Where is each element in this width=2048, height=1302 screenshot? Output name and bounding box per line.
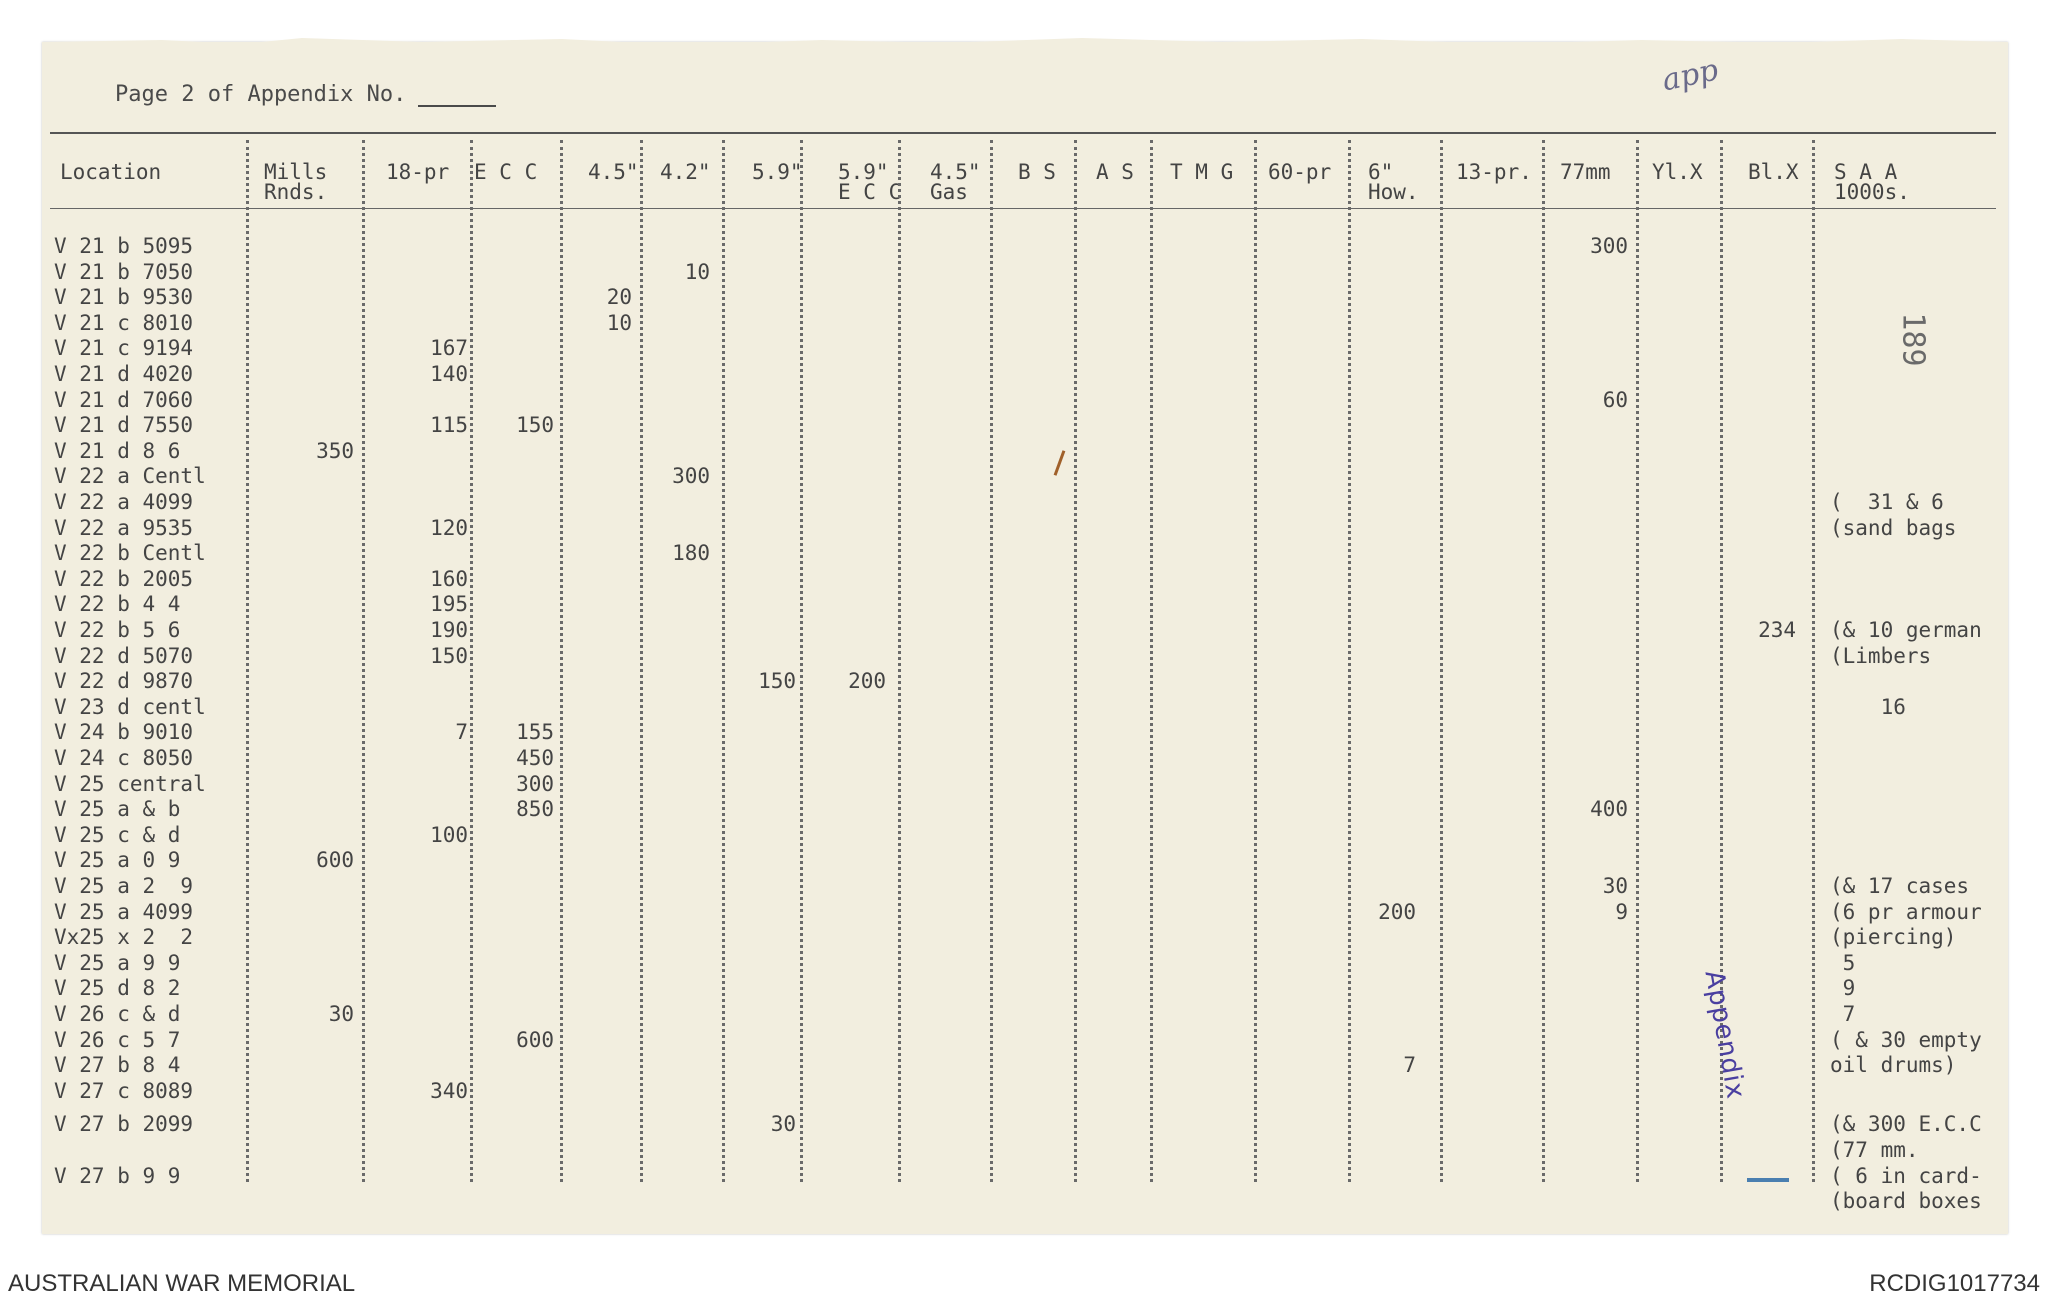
footer-archive-name: AUSTRALIAN WAR MEMORIAL (8, 1270, 356, 1297)
table-cell-mm77: 30 (1602, 874, 1628, 898)
table-cell-h42: 300 (672, 464, 710, 489)
table-cell-loc: V 21 c 9194 (54, 336, 194, 361)
table-cell-h59: 150 (758, 669, 796, 694)
table-cell-p18: 190 (430, 618, 468, 642)
column-header-how: 6" (1368, 160, 1394, 184)
column-separator (1150, 140, 1153, 1182)
column-header-p60: 60-pr (1268, 160, 1332, 184)
table-cell-ecc: 850 (516, 797, 554, 822)
table-cell-saa: (piercing) (1830, 925, 1957, 950)
table-cell-saa: 5 (1830, 950, 1856, 975)
torn-top-edge (42, 36, 2008, 50)
column-header-tmg: T M G (1170, 160, 1234, 184)
table-cell-loc: V 27 c 8089 (54, 1078, 194, 1103)
footer-item-id: RCDIG1017734 (1869, 1270, 2040, 1297)
table-cell-saa: (sand bags (1830, 515, 1957, 540)
column-header-h45: 4.5" (588, 160, 639, 184)
table-cell-loc: V 25 a & b (54, 797, 181, 822)
table-cell-loc: V 21 d 4020 (54, 362, 194, 386)
page-title (115, 82, 496, 107)
column-header-mills: Mills (264, 160, 328, 184)
table-cell-loc: V 27 b 9 9 (54, 1163, 181, 1188)
table-cell-loc: V 22 a Centl (54, 464, 206, 489)
table-cell-mills: 30 (328, 1002, 354, 1026)
column-header-ecc: E C C (474, 160, 538, 184)
column-separator (1636, 140, 1639, 1182)
column-header-yl: Yl.X (1652, 160, 1703, 184)
table-cell-saa: 9 (1830, 976, 1856, 1001)
table-cell-loc: V 27 b 8 4 (54, 1053, 181, 1078)
table-cell-mm77: 400 (1590, 797, 1628, 822)
table-cell-loc: V 22 a 4099 (54, 490, 194, 514)
table-cell-p18: 7 (455, 720, 468, 745)
column-separator (1440, 140, 1443, 1182)
table-cell-mills: 350 (316, 438, 354, 463)
column-separator (990, 140, 993, 1182)
table-cell-bl: 234 (1758, 618, 1796, 642)
table-cell-loc: V 23 d centl (54, 694, 206, 719)
table-cell-loc: V 25 a 0 9 (54, 848, 181, 873)
column-separator (640, 140, 643, 1182)
table-cell-ecc: 300 (516, 771, 554, 796)
table-cell-p18: 140 (430, 362, 468, 386)
column-separator (1812, 140, 1815, 1182)
table-cell-p18: 115 (430, 413, 468, 438)
column-separator (246, 140, 249, 1182)
table-cell-loc: V 26 c & d (54, 1002, 181, 1026)
column-separator (1542, 140, 1545, 1182)
column-header-as: A S (1096, 160, 1134, 184)
column-header-gas-sub: Gas (930, 180, 968, 204)
table-cell-loc: V 22 b Centl (54, 541, 206, 566)
column-header-mm77: 77mm (1560, 160, 1611, 184)
table-cell-saa: (& 300 E.C.C (1830, 1112, 1982, 1137)
table-cell-p18: 160 (430, 566, 468, 591)
column-header-loc: Location (60, 160, 162, 184)
table-cell-loc: V 24 b 9010 (54, 720, 194, 745)
table-cell-loc: V 22 d 5070 (54, 643, 194, 668)
table-cell-loc: V 26 c 5 7 (54, 1027, 181, 1052)
folio-number: 189 (1895, 312, 1931, 367)
table-cell-loc: Vx25 x 2 2 (54, 925, 194, 950)
table-cell-ecc: 450 (516, 746, 554, 770)
appendix-number-blank (418, 87, 496, 107)
table-cell-loc: V 25 d 8 2 (54, 976, 181, 1001)
column-header-mills-sub: Rnds. (264, 180, 328, 204)
column-separator (470, 140, 473, 1182)
column-header-h59e-sub: E C C (838, 180, 902, 204)
column-header-gas: 4.5" (930, 160, 981, 184)
table-cell-mm77: 300 (1590, 234, 1628, 258)
page-title-text: Page 2 of Appendix No. (115, 82, 407, 107)
column-header-saa-sub: 1000s. (1834, 180, 1910, 204)
table-cell-saa: (& 10 german (1830, 618, 1982, 642)
table-cell-p18: 340 (430, 1078, 468, 1103)
table-cell-p18: 195 (430, 592, 468, 617)
column-header-h59e: 5.9" (838, 160, 889, 184)
column-separator (800, 140, 803, 1182)
table-cell-how: 7 (1403, 1053, 1416, 1078)
column-separator (722, 140, 725, 1182)
column-separator (898, 140, 901, 1182)
table-cell-loc: V 25 a 2 9 (54, 874, 194, 898)
table-cell-how: 200 (1378, 899, 1416, 924)
blue-pencil-mark (1747, 1178, 1789, 1182)
table-cell-loc: V 21 d 7060 (54, 387, 194, 412)
table-cell-loc: V 22 b 5 6 (54, 618, 181, 642)
table-cell-loc: V 21 b 5095 (54, 234, 194, 258)
table-cell-loc: V 21 b 7050 (54, 259, 194, 284)
table-cell-ecc: 150 (516, 413, 554, 438)
table-cell-mills: 600 (316, 848, 354, 873)
column-header-h59: 5.9" (752, 160, 803, 184)
column-header-bs: B S (1018, 160, 1056, 184)
table-cell-mm77: 9 (1615, 899, 1628, 924)
table-cell-loc: V 21 d 8 6 (54, 438, 181, 463)
column-header-p13: 13-pr. (1456, 160, 1532, 184)
table-cell-loc: V 24 c 8050 (54, 746, 194, 770)
table-cell-h59e: 200 (848, 669, 886, 694)
table-cell-loc: V 22 b 2005 (54, 566, 194, 591)
table-cell-h45: 10 (606, 310, 632, 335)
table-cell-p18: 150 (430, 643, 468, 668)
table-cell-loc: V 25 a 9 9 (54, 950, 181, 975)
column-separator (362, 140, 365, 1182)
column-header-saa: S A A (1834, 160, 1898, 184)
table-cell-loc: V 21 d 7550 (54, 413, 194, 438)
column-header-bl: Bl.X (1748, 160, 1799, 184)
table-cell-loc: V 25 c & d (54, 822, 181, 847)
table-cell-saa: (6 pr armour (1830, 899, 1982, 924)
header-bottom-rule (50, 208, 1996, 209)
table-cell-h59: 30 (770, 1112, 796, 1137)
column-header-h42: 4.2" (660, 160, 711, 184)
table-cell-saa: 7 (1830, 1002, 1856, 1026)
column-separator (1254, 140, 1257, 1182)
column-separator (560, 140, 563, 1182)
table-cell-h42: 10 (684, 259, 710, 284)
appendix-stamp: Appendix (1698, 968, 1751, 1102)
table-cell-saa: 16 (1830, 694, 1906, 719)
table-cell-p18: 120 (430, 515, 468, 540)
table-cell-loc: V 21 b 9530 (54, 285, 194, 310)
table-cell-saa: (& 17 cases (1830, 874, 1970, 898)
table-cell-loc: V 22 d 9870 (54, 669, 194, 694)
handwritten-margin-note: app (1658, 52, 1722, 99)
table-cell-h45: 20 (606, 285, 632, 310)
table-cell-saa: (board boxes (1830, 1189, 1982, 1214)
header-top-rule (50, 132, 1996, 134)
column-separator (1074, 140, 1077, 1182)
column-header-how-sub: How. (1368, 180, 1419, 204)
table-cell-loc: V 22 b 4 4 (54, 592, 181, 617)
table-cell-h42: 180 (672, 541, 710, 566)
table-cell-ecc: 600 (516, 1027, 554, 1052)
column-header-p18: 18-pr (386, 160, 450, 184)
table-cell-loc: V 25 a 4099 (54, 899, 194, 924)
table-cell-saa: ( 31 & 6 (1830, 490, 1944, 514)
table-cell-loc: V 21 c 8010 (54, 310, 194, 335)
table-cell-mm77: 60 (1602, 387, 1628, 412)
table-cell-saa: ( 6 in card- (1830, 1163, 1982, 1188)
table-cell-saa: (Limbers (1830, 643, 1932, 668)
table-cell-p18: 100 (430, 822, 468, 847)
table-cell-saa: ( & 30 empty (1830, 1027, 1982, 1052)
table-cell-loc: V 27 b 2099 (54, 1112, 194, 1137)
table-cell-saa: oil drums) (1830, 1053, 1957, 1078)
table-cell-saa: (77 mm. (1830, 1138, 1919, 1162)
table-cell-ecc: 155 (516, 720, 554, 745)
table-cell-loc: V 22 a 9535 (54, 515, 194, 540)
table-cell-loc: V 25 central (54, 771, 206, 796)
column-separator (1348, 140, 1351, 1182)
table-cell-p18: 167 (430, 336, 468, 361)
